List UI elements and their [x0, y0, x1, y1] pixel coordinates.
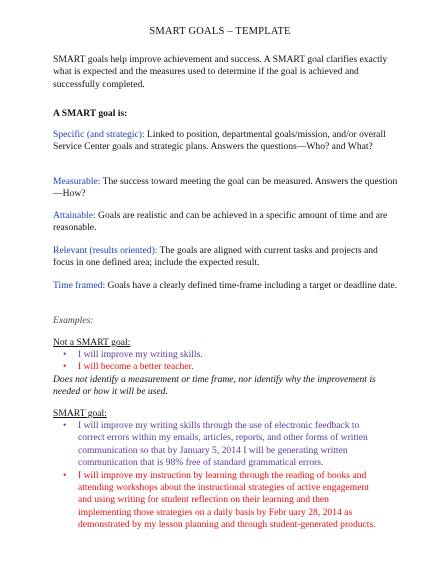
criterion-term: Attainable: [53, 210, 96, 221]
page-title: SMART GOALS – TEMPLATE [149, 26, 291, 37]
criterion-relevant [53, 245, 398, 270]
criterion-term: Measurable: [53, 176, 101, 187]
bullet-icon: • [63, 349, 67, 360]
criterion-desc: Goals have a clearly defined time-frame including a target or deadline date. [105, 280, 398, 291]
list-item: • I will become a better teacher. [63, 361, 194, 373]
smart-goal-list [63, 420, 383, 532]
criterion-time-framed [53, 280, 398, 292]
intro-paragraph: SMART goals help improve achievement and success. A SMART goal clarifies exactly what is expected and the measures used to determine if the goal is achieved and successfully completed. [53, 54, 388, 90]
smart-heading: A SMART goal is: [53, 108, 128, 119]
bullet-icon: • [63, 420, 67, 431]
criterion-term: Specific (and strategic): [53, 129, 145, 140]
criterion-desc: Linked to position, departmental goals/mission, and/or overall Service Center goals and strategic plans. Answers the questions—Who? and What? [53, 129, 386, 153]
list-item: • I will improve my writing skills through the use of electronic feedback to correct errors within my emails, articles, reports, and other forms of written communication so that by January 5, 2014 I will be generating written communication that is 98% free of standard grammatical errors. [63, 420, 368, 469]
not-smart-list [63, 349, 383, 374]
criterion-measurable [53, 176, 398, 201]
examples-label: Examples: [53, 315, 94, 326]
list-item: • I will improve my instruction by learning through the reading of books and attending workshops about the instructional strategies of active engagement and using writing for student reflection on their learning and then implementing those strategies on a daily basis by Febr uary 28, 2014 as demonstrated by my lesson planning and through student-generated products. [63, 469, 376, 531]
not-smart-heading: Not a SMART goal: [53, 337, 131, 348]
criterion-attainable [53, 210, 398, 235]
criterion-desc: The success toward meeting the goal can be measured. Answers the question—How? [53, 176, 398, 200]
bullet-icon: • [63, 361, 67, 373]
criterion-term: Time framed: [53, 280, 106, 291]
criterion-desc: Goals are realistic and can be achieved in a specific amount of time and are reasonable. [53, 210, 388, 234]
criterion-term: Relevant (results oriented): [53, 245, 158, 256]
list-item: • I will improve my writing skills. [63, 349, 203, 360]
smart-goal-heading: SMART goal: [53, 408, 107, 419]
criterion-specific [53, 129, 398, 154]
not-smart-note: Does not identify a measurement or time frame, nor identify why the improvement is needed or how it will be used. [53, 374, 376, 398]
bullet-icon: • [63, 469, 67, 481]
criterion-desc: The goals are aligned with current tasks and projects and focus in one defined area; include the expected result. [53, 245, 378, 269]
